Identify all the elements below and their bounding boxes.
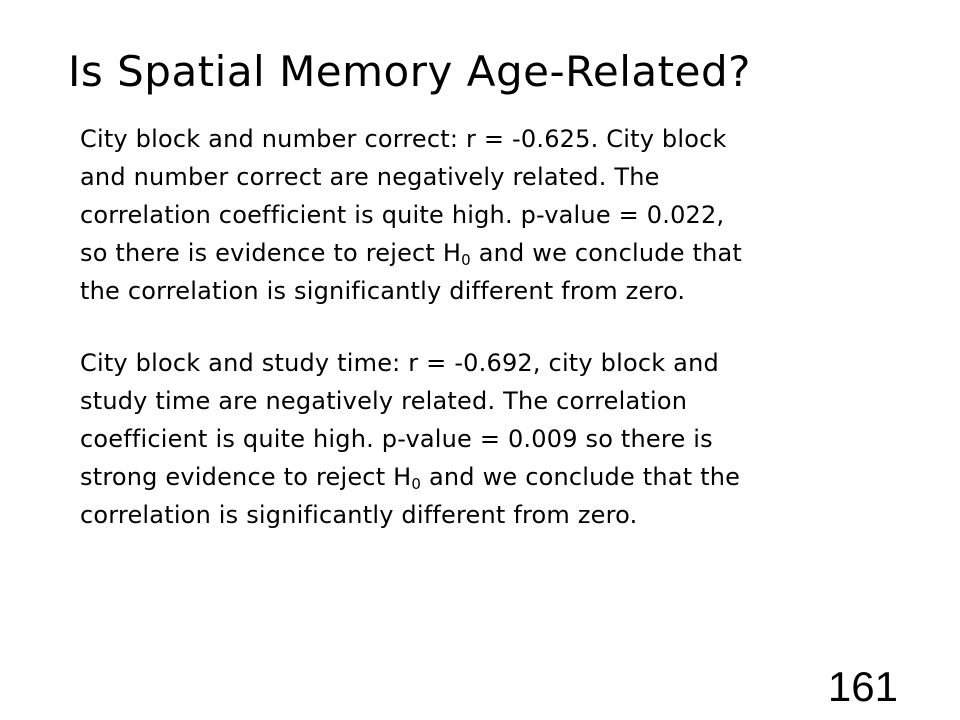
body-line: City block and study time: r = -0.692, city block and bbox=[80, 349, 719, 377]
line-text-before: strong evidence to reject H bbox=[80, 463, 412, 491]
body-line: study time are negatively related. The correlation bbox=[80, 387, 688, 415]
slide-title: Is Spatial Memory Age-Related? bbox=[68, 47, 751, 96]
paragraph-number-correct bbox=[80, 120, 920, 310]
line-text-after: and we conclude that bbox=[470, 239, 743, 267]
body-line: City block and number correct: r = -0.625. City block bbox=[80, 125, 727, 153]
slide-body bbox=[80, 120, 920, 534]
body-line: the correlation is significantly different from zero. bbox=[80, 277, 686, 305]
body-line-with-subscript bbox=[80, 458, 920, 496]
body-line: coefficient is quite high. p-value = 0.009 so there is bbox=[80, 425, 713, 453]
paragraph-study-time bbox=[80, 344, 920, 534]
line-text-after: and we conclude that the bbox=[421, 463, 741, 491]
body-line: and number correct are negatively related. The bbox=[80, 163, 660, 191]
body-line: correlation is significantly different from zero. bbox=[80, 501, 638, 529]
line-text-before: so there is evidence to reject H bbox=[80, 239, 462, 267]
subscript: 0 bbox=[461, 251, 471, 269]
page-number: 161 bbox=[827, 663, 898, 710]
body-line-with-subscript bbox=[80, 234, 920, 272]
subscript: 0 bbox=[411, 475, 422, 493]
body-line: correlation coefficient is quite high. p-value = 0.022, bbox=[80, 201, 725, 229]
